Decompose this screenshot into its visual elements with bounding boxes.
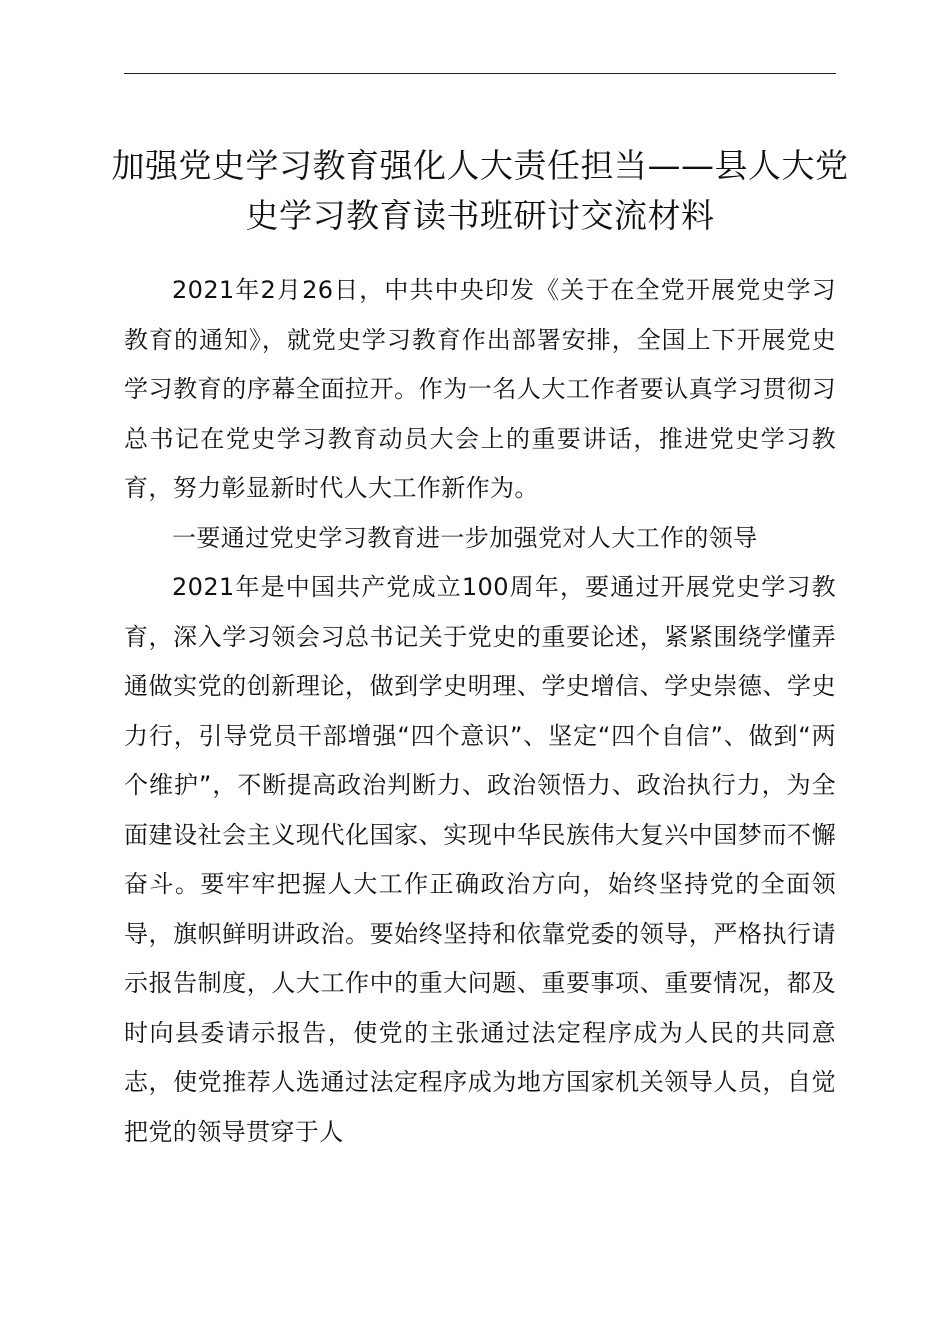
header-rule: [124, 73, 836, 74]
document-title: 加强党史学习教育强化人大责任担当——县人大党史学习教育读书班研讨交流材料: [111, 146, 849, 235]
section-heading: 一要通过党史学习教育进一步加强党对人大工作的领导: [172, 523, 758, 552]
intro-paragraph: 2021年2月26日，中共中央印发《关于在全党开展党史学习教育的通知》，就党史学习教育作出部署安排，全国上下开展党史学习教育的序幕全面拉开。作为一名人大工作者要认真学习贯彻习总书记在党史学习教育动员大会上的重要讲话，推进党史学习教育，努力彰显新时代人大工作新作为。: [124, 276, 836, 502]
document-body: [124, 266, 836, 1157]
section-paragraph: 2021年是中国共产党成立100周年，要通过开展党史学习教育，深入学习领会习总书记关于党史的重要论述，紧紧围绕学懂弄通做实党的创新理论，做到学史明理、学史增信、学史崇德、学史力行，引导党员干部增强“四个意识”、坚定“四个自信”、做到“两个维护”，不断提高政治判断力、政治领悟力、政治执行力，为全面建设社会主义现代化国家、实现中华民族伟大复兴中国梦而不懈奋斗。要牢牢把握人大工作正确政治方向，始终坚持党的全面领导，旗帜鲜明讲政治。要始终坚持和依靠党委的领导，严格执行请示报告制度，人大工作中的重大问题、重要事项、重要情况，都及时向县委请示报告，使党的主张通过法定程序成为人民的共同意志，使党推荐人选通过法定程序成为地方国家机关领导人员，自觉把党的领导贯穿于人: [124, 573, 836, 1146]
